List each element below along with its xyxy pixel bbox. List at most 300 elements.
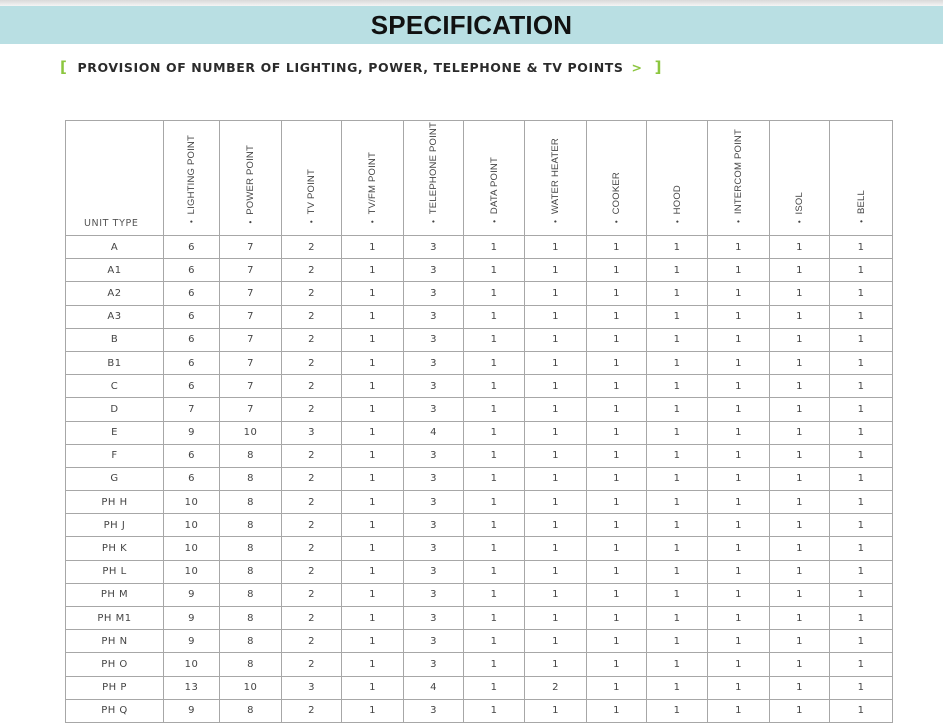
- value-cell: 3: [404, 491, 464, 514]
- value-cell: 3: [404, 328, 464, 351]
- column-header-text: LIGHTING POINT: [186, 134, 197, 215]
- value-cell: 8: [220, 699, 282, 722]
- column-header: [282, 121, 342, 236]
- value-cell: 1: [770, 607, 830, 630]
- value-cell: 1: [464, 607, 525, 630]
- column-header-text: INTERCOM POINT: [733, 129, 744, 215]
- value-cell: 9: [164, 630, 220, 653]
- value-cell: 1: [770, 560, 830, 583]
- column-header-label: [186, 135, 197, 225]
- value-cell: 1: [464, 398, 525, 421]
- value-cell: 1: [342, 398, 404, 421]
- value-cell: 1: [770, 630, 830, 653]
- value-cell: 1: [647, 491, 708, 514]
- value-cell: 1: [525, 583, 587, 606]
- column-header-label: [672, 185, 683, 225]
- value-cell: 1: [647, 583, 708, 606]
- value-cell: 1: [525, 421, 587, 444]
- subtitle-text: PROVISION OF NUMBER OF LIGHTING, POWER, TELEPHONE & TV POINTS: [77, 59, 624, 75]
- value-cell: 8: [220, 607, 282, 630]
- column-header: [770, 121, 830, 236]
- value-cell: 1: [708, 467, 770, 490]
- table-row: [66, 444, 893, 467]
- unit-type-cell: G: [66, 467, 164, 490]
- value-cell: 6: [164, 282, 220, 305]
- value-cell: 3: [404, 236, 464, 259]
- value-cell: 1: [342, 491, 404, 514]
- value-cell: 2: [282, 537, 342, 560]
- value-cell: 1: [587, 514, 647, 537]
- value-cell: 1: [587, 282, 647, 305]
- value-cell: 10: [164, 560, 220, 583]
- value-cell: 1: [770, 491, 830, 514]
- unit-type-cell: PH P: [66, 676, 164, 699]
- value-cell: 1: [647, 444, 708, 467]
- value-cell: 7: [220, 259, 282, 282]
- value-cell: 1: [830, 514, 893, 537]
- column-header: [525, 121, 587, 236]
- value-cell: 1: [342, 630, 404, 653]
- table-row: [66, 398, 893, 421]
- value-cell: 3: [282, 676, 342, 699]
- value-cell: 7: [220, 282, 282, 305]
- column-header: [708, 121, 770, 236]
- value-cell: 1: [525, 699, 587, 722]
- column-header: [220, 121, 282, 236]
- unit-type-cell: PH K: [66, 537, 164, 560]
- value-cell: 1: [464, 444, 525, 467]
- value-cell: 1: [464, 537, 525, 560]
- value-cell: 1: [647, 537, 708, 560]
- value-cell: 1: [770, 421, 830, 444]
- value-cell: 2: [282, 351, 342, 374]
- value-cell: 3: [404, 537, 464, 560]
- value-cell: 1: [342, 375, 404, 398]
- value-cell: 2: [282, 398, 342, 421]
- table-row: [66, 467, 893, 490]
- value-cell: 3: [404, 560, 464, 583]
- value-cell: 1: [830, 259, 893, 282]
- value-cell: 6: [164, 351, 220, 374]
- table-row: [66, 282, 893, 305]
- table-row: [66, 236, 893, 259]
- value-cell: 1: [587, 630, 647, 653]
- unit-type-cell: C: [66, 375, 164, 398]
- column-header-text: POWER POINT: [245, 144, 256, 215]
- value-cell: 1: [464, 259, 525, 282]
- value-cell: 2: [282, 328, 342, 351]
- table-row: [66, 607, 893, 630]
- value-cell: 1: [342, 699, 404, 722]
- value-cell: 1: [830, 375, 893, 398]
- value-cell: 3: [404, 351, 464, 374]
- value-cell: 1: [342, 607, 404, 630]
- value-cell: 1: [525, 630, 587, 653]
- value-cell: 1: [770, 699, 830, 722]
- value-cell: 3: [404, 607, 464, 630]
- value-cell: 1: [342, 259, 404, 282]
- unit-type-cell: F: [66, 444, 164, 467]
- value-cell: 1: [647, 282, 708, 305]
- value-cell: 1: [647, 305, 708, 328]
- unit-type-cell: B: [66, 328, 164, 351]
- value-cell: 1: [525, 467, 587, 490]
- value-cell: 1: [464, 305, 525, 328]
- value-cell: 1: [830, 421, 893, 444]
- column-header-label: [489, 157, 500, 225]
- column-header: [164, 121, 220, 236]
- value-cell: 1: [587, 305, 647, 328]
- value-cell: 1: [708, 491, 770, 514]
- value-cell: 7: [220, 236, 282, 259]
- column-header-label: [550, 138, 561, 225]
- value-cell: 3: [404, 259, 464, 282]
- table-row: [66, 699, 893, 722]
- value-cell: 1: [464, 491, 525, 514]
- value-cell: 8: [220, 537, 282, 560]
- bullet-icon: •: [856, 219, 866, 223]
- page-title: SPECIFICATION: [370, 9, 573, 40]
- value-cell: 8: [220, 653, 282, 676]
- value-cell: 1: [342, 676, 404, 699]
- column-header-text: TV/FM POINT: [367, 151, 378, 215]
- value-cell: 9: [164, 421, 220, 444]
- section-subtitle: [60, 57, 662, 77]
- value-cell: 1: [647, 699, 708, 722]
- value-cell: 4: [404, 421, 464, 444]
- value-cell: 1: [525, 236, 587, 259]
- value-cell: 1: [464, 351, 525, 374]
- value-cell: 1: [587, 328, 647, 351]
- value-cell: 1: [770, 398, 830, 421]
- value-cell: 1: [770, 305, 830, 328]
- value-cell: 1: [647, 328, 708, 351]
- column-header-label: [794, 192, 805, 225]
- value-cell: 2: [282, 259, 342, 282]
- value-cell: 1: [647, 607, 708, 630]
- value-cell: 10: [220, 421, 282, 444]
- table-body: [66, 236, 893, 723]
- value-cell: 1: [770, 514, 830, 537]
- value-cell: 6: [164, 328, 220, 351]
- value-cell: 1: [587, 421, 647, 444]
- value-cell: 1: [587, 398, 647, 421]
- value-cell: 2: [282, 630, 342, 653]
- bullet-icon: •: [795, 219, 804, 223]
- column-header-text: DATA POINT: [488, 157, 500, 215]
- value-cell: 1: [464, 467, 525, 490]
- value-cell: 3: [404, 375, 464, 398]
- value-cell: 2: [282, 607, 342, 630]
- column-header: [342, 121, 404, 236]
- value-cell: 8: [220, 514, 282, 537]
- value-cell: 1: [464, 560, 525, 583]
- value-cell: 3: [404, 514, 464, 537]
- value-cell: 1: [525, 282, 587, 305]
- value-cell: 1: [708, 351, 770, 374]
- value-cell: 1: [830, 236, 893, 259]
- bullet-icon: •: [612, 219, 621, 223]
- bullet-icon: •: [551, 219, 560, 223]
- value-cell: 1: [525, 491, 587, 514]
- value-cell: 2: [282, 444, 342, 467]
- value-cell: 1: [525, 444, 587, 467]
- unit-type-cell: PH O: [66, 653, 164, 676]
- value-cell: 1: [830, 607, 893, 630]
- value-cell: 1: [464, 282, 525, 305]
- value-cell: 7: [164, 398, 220, 421]
- value-cell: 7: [220, 375, 282, 398]
- unit-type-cell: A2: [66, 282, 164, 305]
- value-cell: 2: [282, 653, 342, 676]
- value-cell: 1: [587, 351, 647, 374]
- value-cell: 1: [525, 560, 587, 583]
- value-cell: 1: [587, 699, 647, 722]
- value-cell: 3: [404, 583, 464, 606]
- value-cell: 1: [342, 305, 404, 328]
- value-cell: 1: [342, 282, 404, 305]
- value-cell: 1: [770, 444, 830, 467]
- value-cell: 1: [708, 583, 770, 606]
- value-cell: 1: [830, 583, 893, 606]
- value-cell: 2: [282, 560, 342, 583]
- value-cell: 1: [342, 560, 404, 583]
- unit-type-cell: PH M1: [66, 607, 164, 630]
- value-cell: 1: [647, 236, 708, 259]
- title-banner: [0, 6, 943, 44]
- column-header: [404, 121, 464, 236]
- value-cell: 1: [708, 305, 770, 328]
- value-cell: 1: [708, 328, 770, 351]
- unit-type-cell: A1: [66, 259, 164, 282]
- table-row: [66, 259, 893, 282]
- value-cell: 1: [830, 676, 893, 699]
- chevron-right-icon: >: [631, 59, 643, 75]
- value-cell: 6: [164, 467, 220, 490]
- value-cell: 1: [525, 514, 587, 537]
- value-cell: 7: [220, 351, 282, 374]
- unit-type-cell: PH M: [66, 583, 164, 606]
- value-cell: 1: [587, 236, 647, 259]
- value-cell: 1: [647, 375, 708, 398]
- value-cell: 1: [587, 583, 647, 606]
- value-cell: 1: [770, 375, 830, 398]
- bracket-close: ]: [654, 58, 663, 76]
- value-cell: 3: [404, 444, 464, 467]
- value-cell: 2: [282, 282, 342, 305]
- value-cell: 1: [770, 259, 830, 282]
- bullet-icon: •: [368, 219, 377, 223]
- table-row: [66, 351, 893, 374]
- column-header-text: TV POINT: [306, 168, 317, 215]
- value-cell: 3: [404, 305, 464, 328]
- value-cell: 1: [342, 444, 404, 467]
- column-header-text: BELL: [855, 190, 867, 215]
- value-cell: 1: [587, 259, 647, 282]
- table-row: [66, 560, 893, 583]
- value-cell: 1: [830, 398, 893, 421]
- value-cell: 1: [830, 699, 893, 722]
- value-cell: 1: [342, 328, 404, 351]
- value-cell: 1: [708, 444, 770, 467]
- table-row: [66, 653, 893, 676]
- value-cell: 1: [708, 282, 770, 305]
- value-cell: 1: [708, 421, 770, 444]
- value-cell: 1: [342, 467, 404, 490]
- value-cell: 1: [708, 236, 770, 259]
- table-header-row: [66, 121, 893, 236]
- value-cell: 1: [464, 514, 525, 537]
- value-cell: 1: [830, 560, 893, 583]
- column-header-label: [428, 122, 439, 225]
- value-cell: 1: [525, 653, 587, 676]
- unit-type-cell: PH J: [66, 514, 164, 537]
- value-cell: 1: [708, 398, 770, 421]
- value-cell: 2: [282, 305, 342, 328]
- column-header-label: [245, 145, 256, 225]
- unit-type-cell: A3: [66, 305, 164, 328]
- value-cell: 1: [830, 467, 893, 490]
- value-cell: 1: [647, 351, 708, 374]
- value-cell: 1: [587, 607, 647, 630]
- value-cell: 1: [770, 583, 830, 606]
- value-cell: 1: [647, 259, 708, 282]
- value-cell: 1: [464, 676, 525, 699]
- value-cell: 1: [464, 630, 525, 653]
- value-cell: 1: [770, 236, 830, 259]
- value-cell: 10: [164, 514, 220, 537]
- value-cell: 1: [830, 491, 893, 514]
- bullet-icon: •: [307, 219, 316, 223]
- column-header-text: WATER HEATER: [550, 138, 561, 215]
- value-cell: 1: [830, 328, 893, 351]
- table-row: [66, 514, 893, 537]
- value-cell: 1: [708, 560, 770, 583]
- value-cell: 1: [708, 259, 770, 282]
- value-cell: 1: [647, 560, 708, 583]
- value-cell: 1: [342, 421, 404, 444]
- table-row: [66, 375, 893, 398]
- value-cell: 1: [770, 537, 830, 560]
- value-cell: 2: [282, 491, 342, 514]
- value-cell: 3: [404, 398, 464, 421]
- value-cell: 1: [830, 537, 893, 560]
- unit-type-cell: PH N: [66, 630, 164, 653]
- column-header-text: ISOL: [794, 191, 805, 215]
- value-cell: 1: [647, 467, 708, 490]
- unit-type-cell: PH L: [66, 560, 164, 583]
- value-cell: 1: [464, 375, 525, 398]
- unit-type-cell: A: [66, 236, 164, 259]
- value-cell: 1: [830, 444, 893, 467]
- value-cell: 7: [220, 305, 282, 328]
- value-cell: 1: [830, 305, 893, 328]
- value-cell: 1: [587, 375, 647, 398]
- value-cell: 1: [647, 676, 708, 699]
- bullet-icon: •: [672, 219, 682, 223]
- value-cell: 9: [164, 699, 220, 722]
- value-cell: 1: [708, 699, 770, 722]
- value-cell: 8: [220, 444, 282, 467]
- table-row: [66, 491, 893, 514]
- value-cell: 1: [770, 328, 830, 351]
- value-cell: 2: [282, 375, 342, 398]
- bullet-icon: •: [734, 219, 743, 223]
- table-row: [66, 421, 893, 444]
- column-header-label: [856, 190, 867, 225]
- value-cell: 1: [770, 676, 830, 699]
- value-cell: 10: [164, 653, 220, 676]
- value-cell: 6: [164, 305, 220, 328]
- value-cell: 1: [708, 514, 770, 537]
- table-row: [66, 305, 893, 328]
- value-cell: 10: [164, 491, 220, 514]
- value-cell: 1: [525, 375, 587, 398]
- value-cell: 1: [830, 351, 893, 374]
- value-cell: 1: [647, 398, 708, 421]
- column-header-text: HOOD: [671, 184, 683, 215]
- column-header-label: [367, 152, 378, 225]
- value-cell: 1: [587, 560, 647, 583]
- value-cell: 3: [404, 653, 464, 676]
- unit-type-cell: E: [66, 421, 164, 444]
- value-cell: 1: [525, 351, 587, 374]
- column-header-text: TELEPHONE POINT: [428, 122, 439, 215]
- value-cell: 1: [587, 537, 647, 560]
- value-cell: 10: [220, 676, 282, 699]
- value-cell: 9: [164, 607, 220, 630]
- table-row: [66, 537, 893, 560]
- value-cell: 1: [464, 328, 525, 351]
- value-cell: 8: [220, 560, 282, 583]
- table-row: [66, 630, 893, 653]
- value-cell: 13: [164, 676, 220, 699]
- value-cell: 1: [830, 630, 893, 653]
- value-cell: 7: [220, 328, 282, 351]
- unit-type-cell: B1: [66, 351, 164, 374]
- value-cell: 8: [220, 630, 282, 653]
- column-header-label: [611, 172, 622, 225]
- table-row: [66, 583, 893, 606]
- value-cell: 1: [464, 583, 525, 606]
- value-cell: 6: [164, 375, 220, 398]
- bullet-icon: •: [246, 219, 255, 223]
- value-cell: 2: [282, 583, 342, 606]
- unit-type-cell: PH Q: [66, 699, 164, 722]
- value-cell: 9: [164, 583, 220, 606]
- value-cell: 1: [708, 653, 770, 676]
- value-cell: 1: [342, 653, 404, 676]
- value-cell: 1: [587, 467, 647, 490]
- column-header: [647, 121, 708, 236]
- column-header: [464, 121, 525, 236]
- bullet-icon: •: [489, 219, 499, 223]
- value-cell: 1: [587, 653, 647, 676]
- value-cell: 3: [404, 630, 464, 653]
- column-header-label: [733, 129, 744, 225]
- value-cell: 1: [587, 444, 647, 467]
- value-cell: 1: [464, 653, 525, 676]
- value-cell: 1: [647, 514, 708, 537]
- table-row: [66, 676, 893, 699]
- value-cell: 1: [830, 653, 893, 676]
- value-cell: 1: [770, 282, 830, 305]
- value-cell: 3: [404, 282, 464, 305]
- value-cell: 2: [525, 676, 587, 699]
- value-cell: 8: [220, 583, 282, 606]
- value-cell: 1: [525, 328, 587, 351]
- value-cell: 1: [647, 630, 708, 653]
